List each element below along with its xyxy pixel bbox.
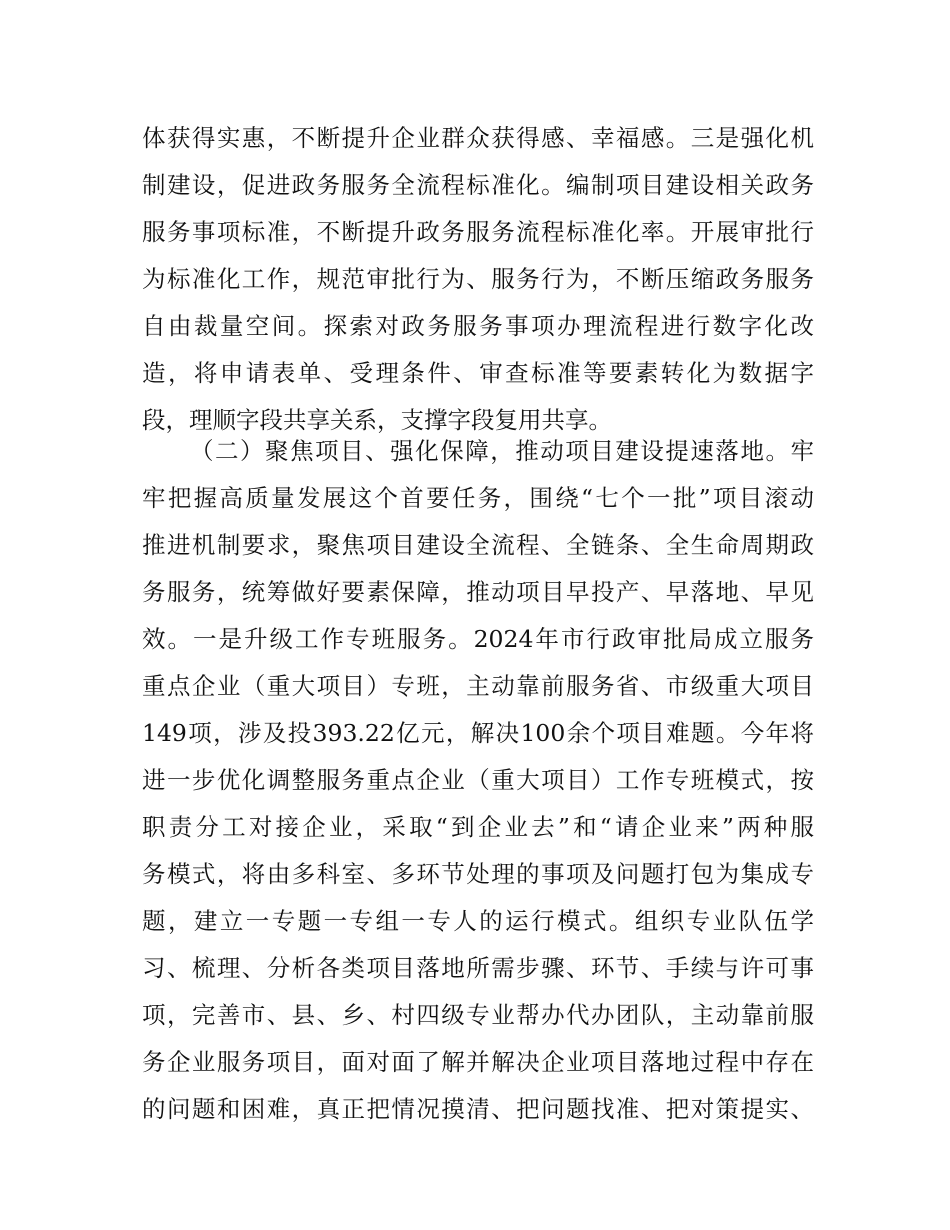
text-line: 牢把握高质量发展这个首要任务，围绕“七个一批”项目滚动: [142, 484, 814, 512]
text-line: 务企业服务项目，面对面了解并解决企业项目落地过程中存在: [142, 1048, 814, 1076]
text-line: 自由裁量空间。探索对政务服务事项办理流程进行数字化改: [142, 312, 814, 340]
text-line: （二）聚焦项目、强化保障，推动项目建设提速落地。牢: [190, 437, 814, 465]
text-line: 重点企业（重大项目）专班，主动靠前服务省、市级重大项目: [142, 672, 814, 700]
text-line: 段，理顺字段共享关系，支撑字段复用共享。: [142, 406, 612, 434]
text-line: 推进机制要求，聚焦项目建设全流程、全链条、全生命周期政: [142, 531, 814, 559]
text-line: 的问题和困难，真正把情况摸清、把问题找准、把对策提实、: [142, 1095, 814, 1123]
text-line: 务服务，统筹做好要素保障，推动项目早投产、早落地、早见: [142, 578, 814, 606]
text-line: 体获得实惠，不断提升企业群众获得感、幸福感。三是强化机: [142, 124, 814, 152]
text-line: 为标准化工作，规范审批行为、服务行为，不断压缩政务服务: [142, 265, 814, 293]
text-line: 项，完善市、县、乡、村四级专业帮办代办团队，主动靠前服: [142, 1001, 814, 1029]
text-line: 造，将申请表单、受理条件、审查标准等要素转化为数据字: [142, 359, 814, 387]
text-line: 题，建立一专题一专组一专人的运行模式。组织专业队伍学: [142, 907, 814, 935]
text-line: 习、梳理、分析各类项目落地所需步骤、环节、手续与许可事: [142, 954, 814, 982]
text-line: 务模式，将由多科室、多环节处理的事项及问题打包为集成专: [142, 860, 814, 888]
text-line: 职责分工对接企业，采取“到企业去”和“请企业来”两种服: [142, 813, 814, 841]
text-line: 制建设，促进政务服务全流程标准化。编制项目建设相关政务: [142, 171, 814, 199]
text-line: 149项，涉及投393.22亿元，解决100余个项目难题。今年将: [142, 719, 814, 747]
text-line: 效。一是升级工作专班服务。2024年市行政审批局成立服务: [142, 625, 814, 653]
text-line: 进一步优化调整服务重点企业（重大项目）工作专班模式，按: [142, 766, 814, 794]
text-line: 服务事项标准，不断提升政务服务流程标准化率。开展审批行: [142, 218, 814, 246]
